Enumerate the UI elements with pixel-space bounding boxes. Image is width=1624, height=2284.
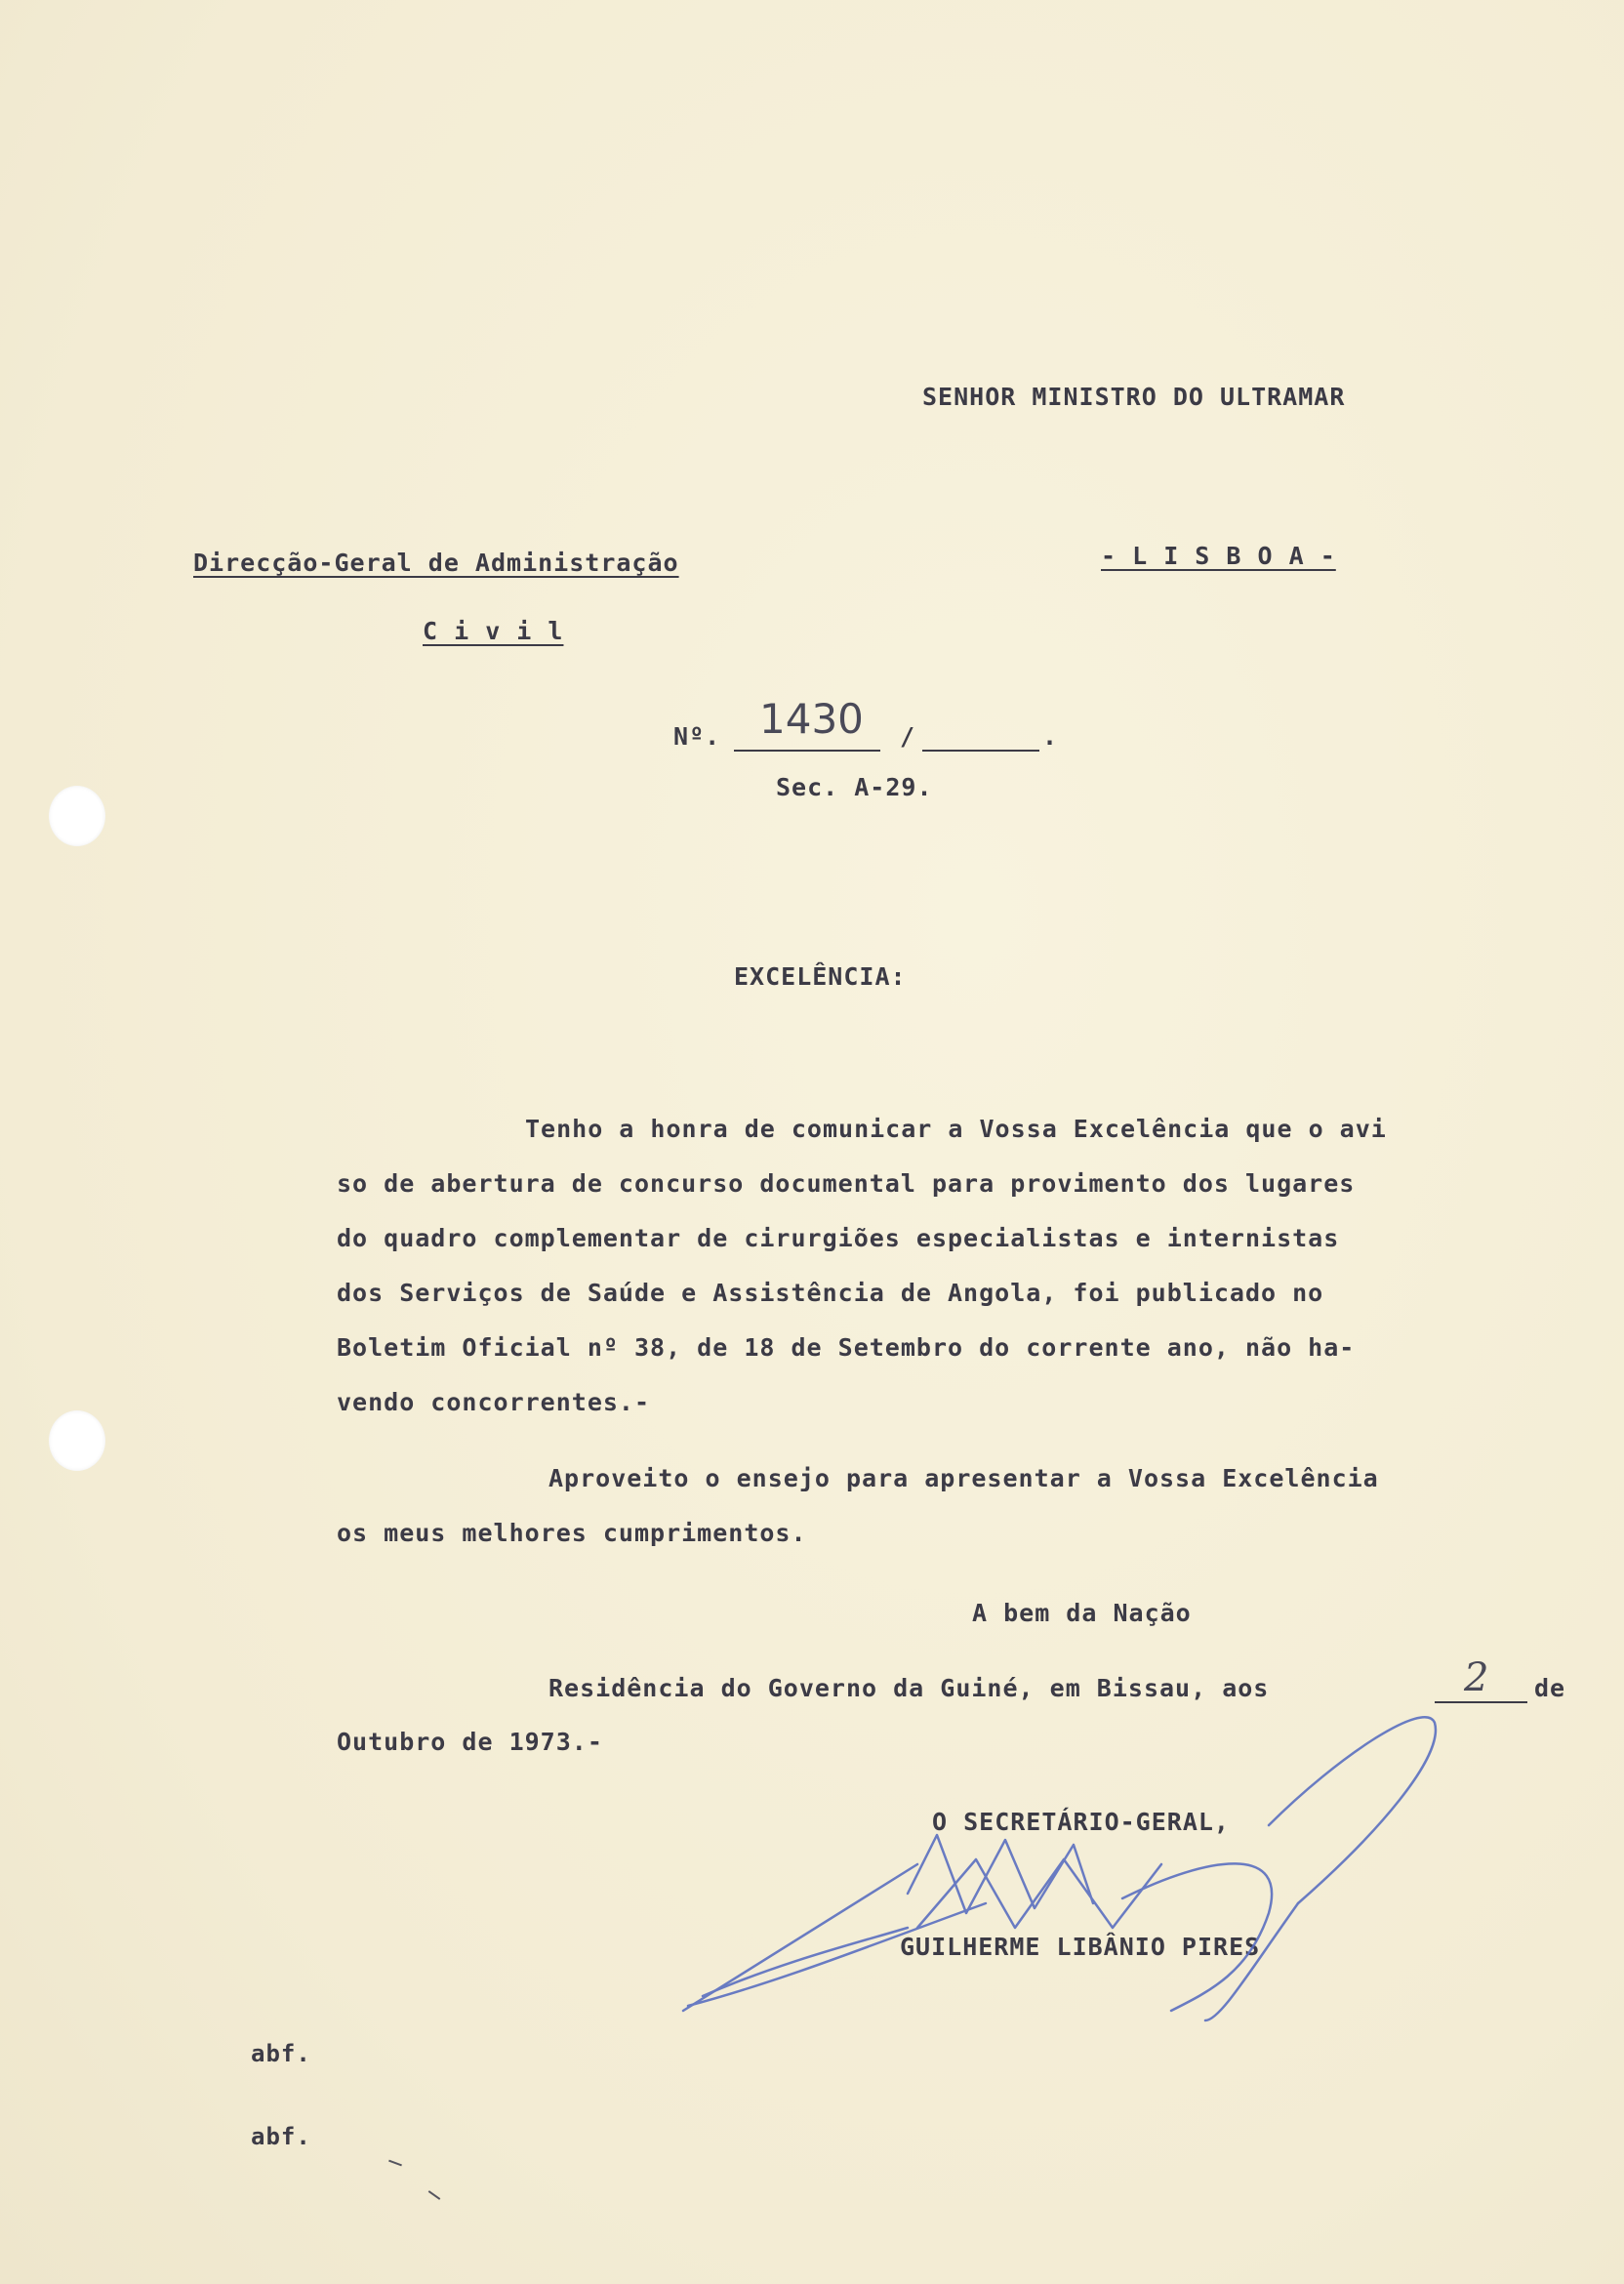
- place-prefix: Residência do Governo da Guiné, em Bissau, aos: [548, 1674, 1270, 1702]
- body-line: do quadro complementar de cirurgiões especialistas e internistas: [337, 1224, 1340, 1252]
- body-line: vendo concorrentes.-: [337, 1388, 651, 1416]
- motto: A bem da Nação: [972, 1599, 1192, 1627]
- closing-line: Aproveito o ensejo para apresentar a Vossa Excelência: [548, 1464, 1379, 1492]
- addressee: SENHOR MINISTRO DO ULTRAMAR: [922, 383, 1346, 411]
- salutation: EXCELÊNCIA:: [734, 962, 907, 991]
- department-line-2: C i v i l: [423, 617, 564, 645]
- number-end: .: [1042, 722, 1059, 751]
- number-slash: /: [900, 722, 916, 751]
- body-line: so de abertura de concurso documental para provimento dos lugares: [337, 1169, 1356, 1198]
- body-line: Boletim Oficial nº 38, de 18 de Setembro do corrente ano, não ha-: [337, 1333, 1356, 1362]
- day-handwritten: 2: [1464, 1655, 1489, 1700]
- signer-title: O SECRETÁRIO-GERAL,: [932, 1808, 1230, 1836]
- signer-name: GUILHERME LIBÂNIO PIRES: [900, 1933, 1261, 1961]
- city: - L I S B O A -: [1101, 542, 1336, 570]
- initials-line: abf.: [251, 2123, 311, 2150]
- number-value: 1430: [759, 695, 864, 743]
- section: Sec. A-29.: [776, 773, 933, 801]
- body-line: Tenho a honra de comunicar a Vossa Excelência que o avi: [525, 1115, 1387, 1143]
- number-label: Nº.: [673, 722, 721, 751]
- body-line: dos Serviços de Saúde e Assistência de Angola, foi publicado no: [337, 1279, 1324, 1307]
- date-line: Outubro de 1973.-: [337, 1728, 603, 1756]
- place-suffix: de: [1534, 1674, 1566, 1702]
- department-line-1: Direcção-Geral de Administração: [193, 549, 679, 577]
- initials-line: abf.: [251, 2040, 311, 2067]
- closing-line: os meus melhores cumprimentos.: [337, 1519, 807, 1547]
